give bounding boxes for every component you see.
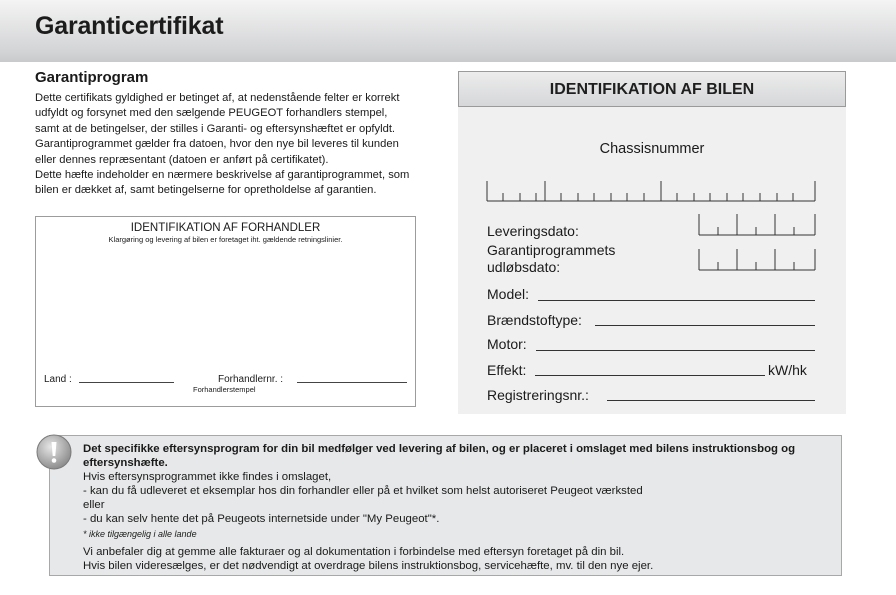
chassis-number-comb[interactable] xyxy=(487,181,815,201)
notice-closing: Hvis bilen videresælges, er det nødvendigt at overdrage bilens instruktionsbog, servicehæfte, mv. til den nye ejer. xyxy=(83,560,654,573)
notice-line: eller xyxy=(83,498,105,511)
power-field[interactable] xyxy=(535,375,765,376)
dealer-stamp-label: Forhandlerstempel xyxy=(193,385,256,394)
notice-line: - kan du få udleveret et eksemplar hos din forhandler eller på et hvilket som helst autoriseret Peugeot værksted xyxy=(83,484,643,497)
page-header xyxy=(0,0,896,62)
dealer-identification-box xyxy=(35,216,416,407)
dealer-subtitle: Klargøring og levering af bilen er foretaget iht. gældende retningslinier. xyxy=(108,235,343,244)
engine-field[interactable] xyxy=(536,350,815,351)
exclamation-icon xyxy=(36,434,72,470)
program-line: Garantiprogrammet gælder fra datoen, hvor den nye bil leveres til kunden xyxy=(35,138,399,151)
program-line: Dette hæfte indeholder en nærmere beskrivelse af garantiprogrammet, som xyxy=(35,169,410,182)
notice-bold-text: Det specifikke eftersynsprogram for din bil medfølger ved levering af bilen, og er placeret i omslaget med bilens instruktionsbog og eftersynshæfte. xyxy=(83,443,796,469)
land-field[interactable] xyxy=(79,382,174,383)
program-line: Dette certifikats gyldighed er betinget af, at nedenstående felter er korrekt xyxy=(35,92,400,104)
notice-closing: Vi anbefaler dig at gemme alle fakturaer og al dokumentation i forbindelse med eftersyn foretaget på din bil. xyxy=(83,546,625,559)
notice-box xyxy=(49,435,842,576)
chassis-label: Chassisnummer xyxy=(599,141,705,157)
power-label: Effekt: xyxy=(487,362,527,378)
notice-line: - du kan selv hente det på Peugeots internetside under "My Peugeot"*. xyxy=(83,512,440,525)
registration-label: Registreringsnr.: xyxy=(487,387,589,403)
expiry-date-label-line1: Garantiprogrammets xyxy=(487,242,616,258)
model-label: Model: xyxy=(487,286,530,302)
program-line: samt at de betingelser, der stilles i Garanti- og eftersynshæftet er opfyldt. xyxy=(35,122,396,135)
notice-footnote: * ikke tilgængelig i alle lande xyxy=(83,529,197,540)
program-text xyxy=(35,91,425,199)
registration-field[interactable] xyxy=(607,400,815,401)
land-label: Land : xyxy=(44,374,72,385)
fuel-type-label: Brændstoftype: xyxy=(487,312,582,328)
notice-text xyxy=(83,443,833,574)
dealer-number-label: Forhandlernr. : xyxy=(218,374,284,385)
program-line: udfyldt og forsynet med den sælgende PEUGEOT forhandlers stempel, xyxy=(35,107,388,120)
vehicle-panel-title: IDENTIFIKATION AF BILEN xyxy=(458,71,846,107)
vehicle-identification-panel xyxy=(458,71,846,414)
model-field[interactable] xyxy=(538,300,815,301)
fuel-type-field[interactable] xyxy=(595,325,815,326)
expiry-date-label-line2: udløbsdato: xyxy=(487,259,561,275)
expiry-date-comb[interactable] xyxy=(699,249,815,270)
page-title: Garanticertifikat xyxy=(35,12,224,40)
power-unit: kW/hk xyxy=(768,362,807,378)
program-line: eller dennes repræsentant (datoen er anført på certifikatet). xyxy=(35,153,329,166)
delivery-date-label: Leveringsdato: xyxy=(487,223,579,239)
dealer-number-field[interactable] xyxy=(297,382,407,383)
notice-line: Hvis eftersynsprogrammet ikke findes i omslaget, xyxy=(83,470,332,483)
program-heading: Garantiprogram xyxy=(35,69,149,86)
dealer-title: IDENTIFIKATION AF FORHANDLER xyxy=(130,222,321,234)
engine-label: Motor: xyxy=(487,336,527,352)
delivery-date-comb[interactable] xyxy=(699,214,815,235)
program-line: bilen er dækket af, samt betingelserne for opretholdelse af garantien. xyxy=(35,184,377,197)
